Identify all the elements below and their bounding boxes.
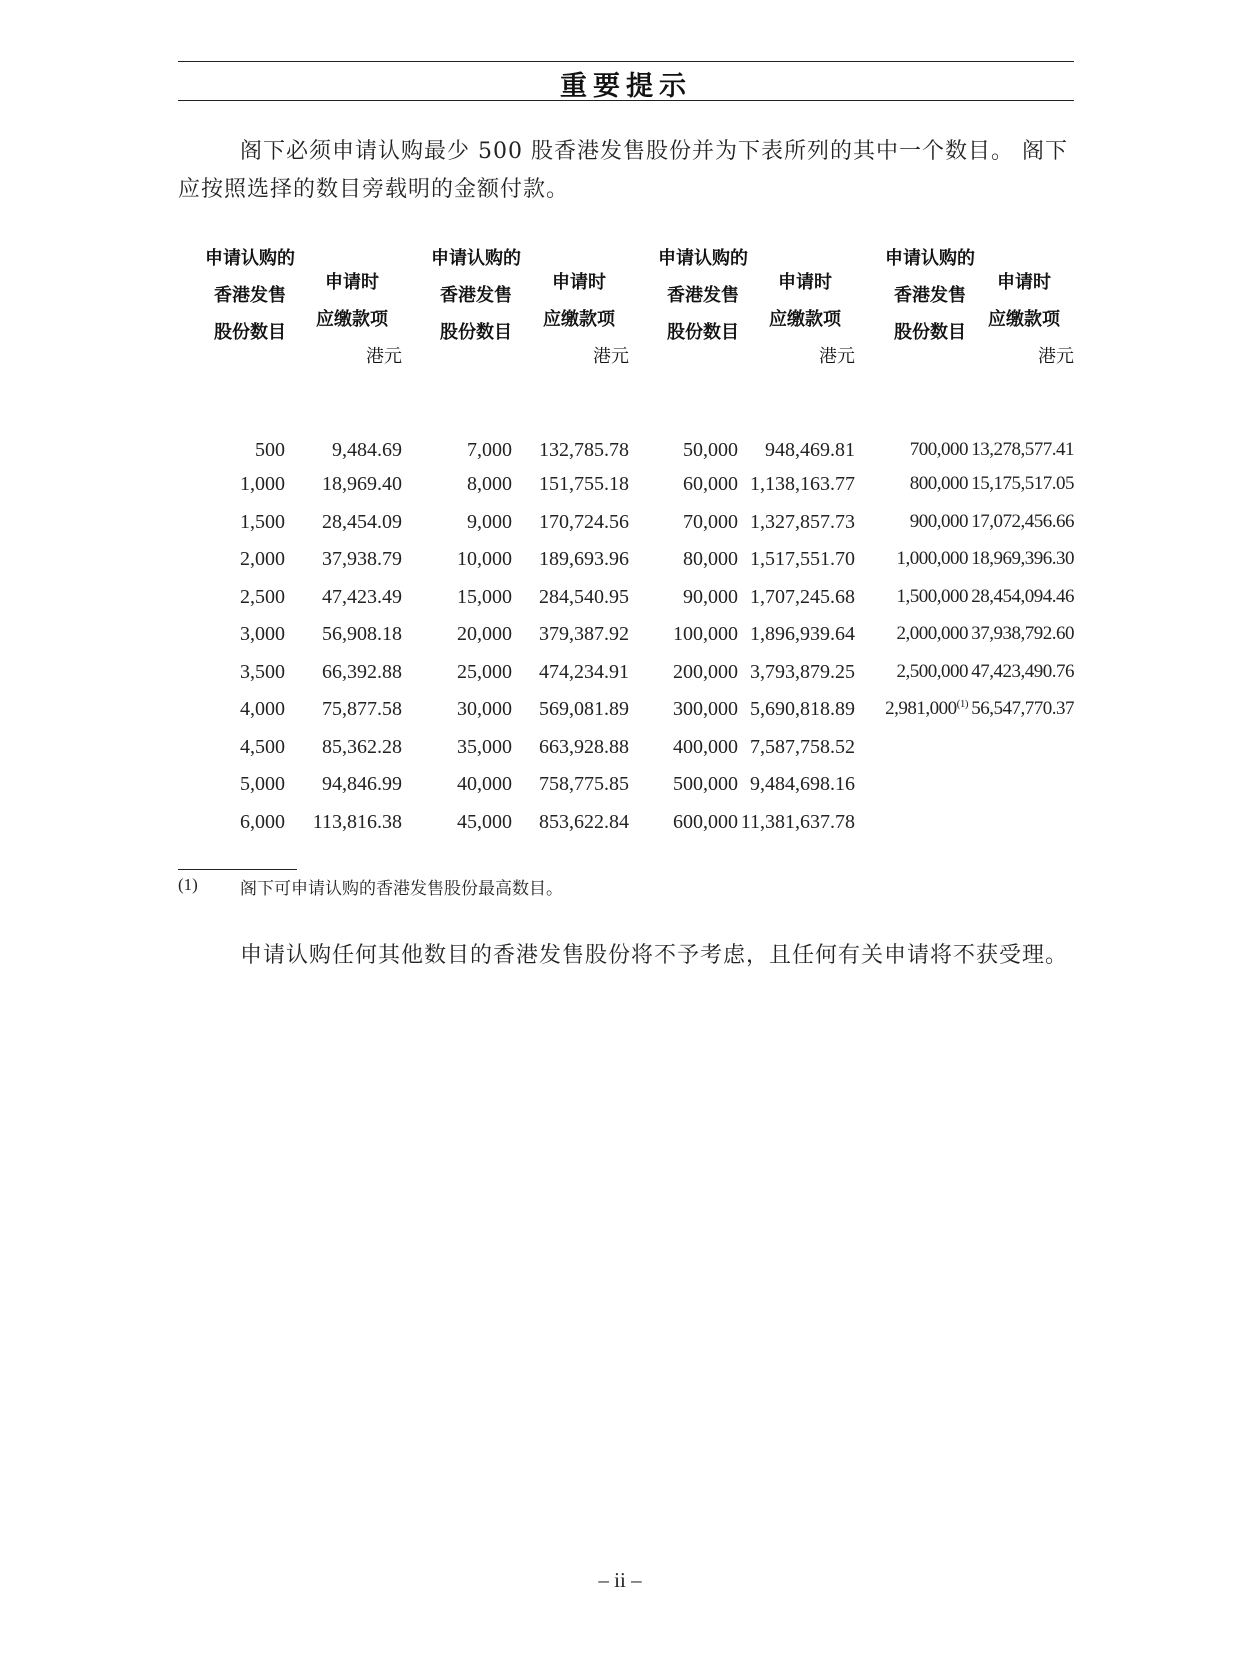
amount-payable-cell: 47,423,490.76: [971, 661, 1074, 682]
share-count-cell: 6,000: [240, 811, 285, 833]
share-count-cell: 400,000: [673, 736, 738, 758]
amount-payable-cell: 13,278,577.41: [971, 439, 1074, 460]
share-count-header-line: 申请认购的: [658, 248, 748, 269]
amount-payable-header: [715, 264, 855, 375]
share-count-cell: 40,000: [457, 773, 512, 795]
amount-payable-cell: 18,969.40: [322, 473, 402, 495]
amount-payable-cell: 569,081.89: [539, 698, 629, 720]
amount-payable-cell: 28,454,094.46: [971, 586, 1074, 607]
share-count-cell: 15,000: [457, 586, 512, 608]
share-count-cell: 600,000: [673, 811, 738, 833]
footnote-text: 阁下可申请认购的香港发售股份最高数目。: [240, 879, 563, 899]
share-count-cell: 5,000: [240, 773, 285, 795]
amount-payable-cell: 94,846.99: [322, 773, 402, 795]
amount-payable-cell: 170,724.56: [539, 511, 629, 533]
share-count-cell: 4,000: [240, 698, 285, 720]
share-count-cell: 9,000: [467, 511, 512, 533]
amount-payable-cell: 663,928.88: [539, 736, 629, 758]
amount-payable-cell: 474,234.91: [539, 661, 629, 683]
amount-payable-header-line: 申请时: [325, 272, 379, 293]
amount-payable-cell: 379,387.92: [539, 623, 629, 645]
amount-payable-cell: 5,690,818.89: [750, 698, 855, 720]
share-count-cell: 20,000: [457, 623, 512, 645]
amount-payable-cell: 1,138,163.77: [750, 473, 855, 495]
currency-unit: 港元: [593, 346, 629, 367]
share-count-cell: 60,000: [683, 473, 738, 495]
share-count-cell: 500,000: [673, 773, 738, 795]
amount-payable-cell: 56,547,770.37: [971, 698, 1074, 719]
amount-payable-cell: 9,484.69: [332, 439, 402, 461]
amount-payable-header-line: 应缴款项: [988, 309, 1060, 330]
share-count-header-line: 申请认购的: [431, 248, 521, 269]
footnote-reference: (1): [956, 698, 968, 710]
amount-payable-cell: 1,517,551.70: [750, 548, 855, 570]
amount-payable-cell: 11,381,637.78: [740, 811, 855, 833]
share-count-header-line: 香港发售: [440, 285, 512, 306]
share-count-header-line: 股份数目: [214, 322, 286, 343]
amount-payable-cell: 113,816.38: [312, 811, 402, 833]
amount-payable-cell: 189,693.96: [539, 548, 629, 570]
amount-payable-cell: 17,072,456.66: [971, 511, 1074, 532]
amount-payable-cell: 151,755.18: [539, 473, 629, 495]
amount-payable-cell: 3,793,879.25: [750, 661, 855, 683]
share-count-cell: 2,981,000$^{(1)}$: [885, 698, 968, 719]
share-count-cell: 800,000: [909, 473, 968, 494]
amount-payable-cell: 284,540.95: [539, 586, 629, 608]
amount-payable-cell: 85,362.28: [322, 736, 402, 758]
share-count-cell: 70,000: [683, 511, 738, 533]
amount-payable-cell: 948,469.81: [765, 439, 855, 461]
amount-payable-cell: 853,622.84: [539, 811, 629, 833]
amount-payable-header: [934, 264, 1074, 375]
share-count-cell: 2,500: [240, 586, 285, 608]
share-count-cell: 300,000: [673, 698, 738, 720]
amount-payable-cell: 1,327,857.73: [750, 511, 855, 533]
share-count-cell: 25,000: [457, 661, 512, 683]
share-count-cell: 900,000: [909, 511, 968, 532]
share-count-header-line: 股份数目: [894, 322, 966, 343]
currency-unit: 港元: [1038, 346, 1074, 367]
share-count-cell: 10,000: [457, 548, 512, 570]
page-title: 重要提示: [560, 71, 692, 102]
closing-paragraph: 申请认购任何其他数目的香港发售股份将不予考虑，且任何有关申请将不获受理。: [240, 943, 1069, 968]
share-count-header-line: 香港发售: [894, 285, 966, 306]
share-count-header-line: 香港发售: [214, 285, 286, 306]
share-count-cell: 8,000: [467, 473, 512, 495]
amount-payable-header-line: 应缴款项: [769, 309, 841, 330]
share-count-header-line: 申请认购的: [885, 248, 975, 269]
share-count-cell: 200,000: [673, 661, 738, 683]
share-count-cell: 4,500: [240, 736, 285, 758]
share-count-cell: 80,000: [683, 548, 738, 570]
amount-payable-cell: 37,938.79: [322, 548, 402, 570]
footnote-rule: [178, 869, 297, 870]
share-count-cell: 1,000: [240, 473, 285, 495]
intro-paragraph: 阁下必须申请认购最少 500 股香港发售股份并为下表所列的其中一个数目。 阁下 应按照选择的数目旁载明的金额付款。: [178, 139, 1068, 202]
share-count-cell: 35,000: [457, 736, 512, 758]
amount-payable-cell: 132,785.78: [539, 439, 629, 461]
amount-payable-cell: 75,877.58: [322, 698, 402, 720]
share-count-cell: 3,500: [240, 661, 285, 683]
amount-payable-header-line: 申请时: [997, 272, 1051, 293]
footnote-marker: (1): [178, 875, 198, 894]
amount-payable-cell: 37,938,792.60: [971, 623, 1074, 644]
share-count-cell: 2,000: [240, 548, 285, 570]
share-count-cell: 30,000: [457, 698, 512, 720]
amount-payable-cell: 56,908.18: [322, 623, 402, 645]
share-count-cell: 7,000: [467, 439, 512, 461]
amount-payable-cell: 47,423.49: [322, 586, 402, 608]
share-count-cell: 700,000: [909, 439, 968, 460]
title-rule: [178, 100, 1074, 101]
top-rule: [178, 61, 1074, 62]
amount-payable-header-line: 申请时: [778, 272, 832, 293]
amount-payable-cell: 7,587,758.52: [750, 736, 855, 758]
share-count-cell: 1,000,000: [896, 548, 968, 569]
amount-payable-cell: 66,392.88: [322, 661, 402, 683]
amount-payable-header-line: 应缴款项: [316, 309, 388, 330]
share-count-cell: 3,000: [240, 623, 285, 645]
share-count-cell: 90,000: [683, 586, 738, 608]
share-count-cell: 1,500: [240, 511, 285, 533]
share-count-header-line: 香港发售: [667, 285, 739, 306]
share-count-cell: 2,000,000: [896, 623, 968, 644]
amount-payable-header-line: 应缴款项: [543, 309, 615, 330]
share-count-cell: 2,500,000: [896, 661, 968, 682]
share-count-cell: 1,500,000: [896, 586, 968, 607]
amount-payable-header: [262, 264, 402, 375]
share-count-header-line: 股份数目: [667, 322, 739, 343]
share-count-cell: 500: [255, 439, 285, 461]
amount-payable-header: [489, 264, 629, 375]
share-count-cell: 45,000: [457, 811, 512, 833]
currency-unit: 港元: [366, 346, 402, 367]
amount-payable-cell: 18,969,396.30: [971, 548, 1074, 569]
amount-payable-cell: 15,175,517.05: [971, 473, 1074, 494]
page-number: – ii –: [598, 1568, 642, 1592]
share-count-header-line: 股份数目: [440, 322, 512, 343]
share-count-header-line: 申请认购的: [205, 248, 295, 269]
amount-payable-cell: 28,454.09: [322, 511, 402, 533]
amount-payable-cell: 1,707,245.68: [750, 586, 855, 608]
amount-payable-cell: 1,896,939.64: [750, 623, 855, 645]
amount-payable-cell: 758,775.85: [539, 773, 629, 795]
amount-payable-header-line: 申请时: [552, 272, 606, 293]
share-count-cell: 100,000: [673, 623, 738, 645]
currency-unit: 港元: [819, 346, 855, 367]
share-count-cell: 50,000: [683, 439, 738, 461]
amount-payable-cell: 9,484,698.16: [750, 773, 855, 795]
